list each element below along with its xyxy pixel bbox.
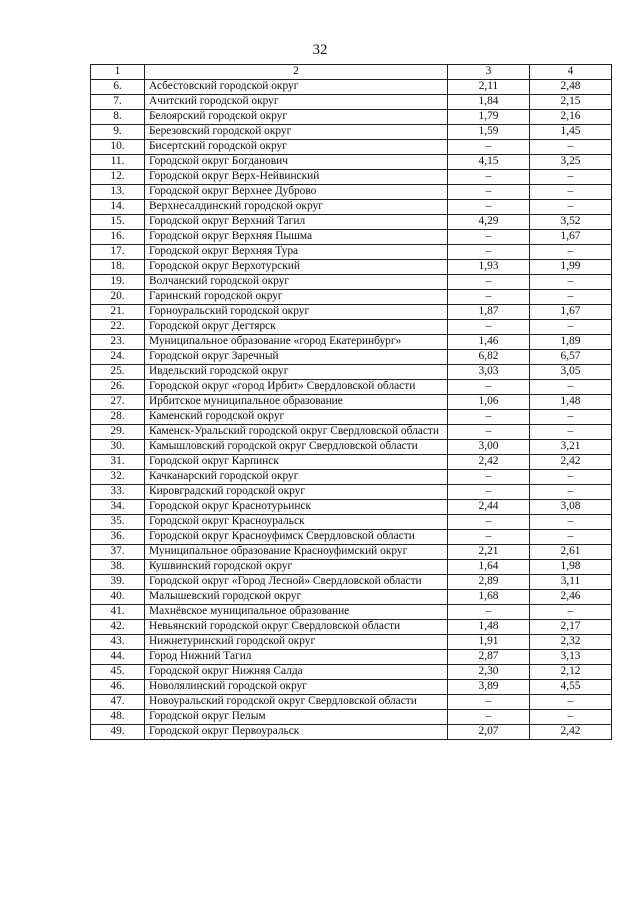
row-value-col3: 3,03	[448, 365, 530, 380]
table-row	[91, 650, 612, 665]
row-number: 6.	[91, 80, 145, 95]
row-value-col4: 3,13	[530, 650, 612, 665]
row-value-col3: –	[448, 185, 530, 200]
row-value-col3: 2,07	[448, 725, 530, 740]
row-value-col4: 3,25	[530, 155, 612, 170]
table-row	[91, 275, 612, 290]
row-number: 46.	[91, 680, 145, 695]
row-value-col3: 1,06	[448, 395, 530, 410]
table-row	[91, 410, 612, 425]
row-number: 28.	[91, 410, 145, 425]
row-number: 17.	[91, 245, 145, 260]
row-name: Городской округ Красноуфимск Свердловской области	[145, 530, 448, 545]
table-row	[91, 290, 612, 305]
row-value-col4: 3,08	[530, 500, 612, 515]
table-row	[91, 620, 612, 635]
row-number: 48.	[91, 710, 145, 725]
table-row	[91, 485, 612, 500]
table-row	[91, 515, 612, 530]
table-row	[91, 395, 612, 410]
row-value-col4: 3,52	[530, 215, 612, 230]
row-value-col4: 1,45	[530, 125, 612, 140]
row-value-col3: –	[448, 425, 530, 440]
row-value-col4: 1,89	[530, 335, 612, 350]
row-name: Городской округ Пелым	[145, 710, 448, 725]
row-number: 40.	[91, 590, 145, 605]
row-value-col3: –	[448, 230, 530, 245]
row-value-col4: –	[530, 200, 612, 215]
row-value-col3: –	[448, 605, 530, 620]
header-cell-4: 4	[530, 65, 612, 80]
row-value-col4: –	[530, 185, 612, 200]
table-row	[91, 710, 612, 725]
row-name: Качканарский городской округ	[145, 470, 448, 485]
row-number: 29.	[91, 425, 145, 440]
row-value-col4: 2,15	[530, 95, 612, 110]
table-row	[91, 245, 612, 260]
row-value-col4: –	[530, 410, 612, 425]
row-name: Малышевский городской округ	[145, 590, 448, 605]
row-number: 31.	[91, 455, 145, 470]
row-value-col4: 2,42	[530, 455, 612, 470]
row-number: 23.	[91, 335, 145, 350]
row-value-col3: –	[448, 515, 530, 530]
table-row	[91, 350, 612, 365]
row-number: 13.	[91, 185, 145, 200]
table-row	[91, 170, 612, 185]
row-name: Муниципальное образование Красноуфимский округ	[145, 545, 448, 560]
row-name: Муниципальное образование «город Екатеринбург»	[145, 335, 448, 350]
row-value-col4: –	[530, 530, 612, 545]
table-row	[91, 200, 612, 215]
row-name: Городской округ Краснотурьинск	[145, 500, 448, 515]
row-value-col4: –	[530, 695, 612, 710]
row-name: Кировградский городской округ	[145, 485, 448, 500]
row-name: Березовский городской округ	[145, 125, 448, 140]
row-value-col3: 2,30	[448, 665, 530, 680]
row-value-col4: 1,67	[530, 230, 612, 245]
row-value-col4: 1,67	[530, 305, 612, 320]
row-number: 41.	[91, 605, 145, 620]
row-name: Каменский городской округ	[145, 410, 448, 425]
row-value-col4: 2,46	[530, 590, 612, 605]
row-number: 25.	[91, 365, 145, 380]
row-number: 27.	[91, 395, 145, 410]
header-cell-1: 1	[91, 65, 145, 80]
table-row	[91, 80, 612, 95]
row-number: 26.	[91, 380, 145, 395]
row-number: 49.	[91, 725, 145, 740]
row-number: 42.	[91, 620, 145, 635]
row-value-col4: –	[530, 425, 612, 440]
row-name: Городской округ Верх-Нейвинский	[145, 170, 448, 185]
row-value-col4: 3,11	[530, 575, 612, 590]
row-name: Ивдельский городской округ	[145, 365, 448, 380]
row-number: 47.	[91, 695, 145, 710]
row-number: 36.	[91, 530, 145, 545]
row-name: Горноуральский городской округ	[145, 305, 448, 320]
row-name: Городской округ Нижняя Салда	[145, 665, 448, 680]
row-value-col3: –	[448, 140, 530, 155]
row-number: 34.	[91, 500, 145, 515]
table-row	[91, 110, 612, 125]
row-value-col4: 2,48	[530, 80, 612, 95]
table-body	[91, 65, 612, 740]
table-row	[91, 530, 612, 545]
table-row	[91, 635, 612, 650]
row-value-col4: 1,48	[530, 395, 612, 410]
row-value-col3: 2,42	[448, 455, 530, 470]
table-row	[91, 320, 612, 335]
row-name: Новолялинский городской округ	[145, 680, 448, 695]
row-number: 22.	[91, 320, 145, 335]
row-number: 45.	[91, 665, 145, 680]
row-name: Городской округ Дегтярск	[145, 320, 448, 335]
row-value-col3: 6,82	[448, 350, 530, 365]
row-name: Город Нижний Тагил	[145, 650, 448, 665]
row-value-col4: –	[530, 515, 612, 530]
row-name: Городской округ Верхняя Тура	[145, 245, 448, 260]
row-number: 37.	[91, 545, 145, 560]
row-number: 11.	[91, 155, 145, 170]
table-row	[91, 590, 612, 605]
row-number: 30.	[91, 440, 145, 455]
row-value-col3: 3,89	[448, 680, 530, 695]
table-row	[91, 680, 612, 695]
row-value-col3: 3,00	[448, 440, 530, 455]
row-number: 32.	[91, 470, 145, 485]
table-row	[91, 215, 612, 230]
row-name: Городской округ Верхняя Пышма	[145, 230, 448, 245]
row-name: Каменск-Уральский городской округ Свердловской области	[145, 425, 448, 440]
header-cell-3: 3	[448, 65, 530, 80]
row-value-col3: –	[448, 320, 530, 335]
row-value-col3: 1,68	[448, 590, 530, 605]
table-row	[91, 545, 612, 560]
table-row	[91, 125, 612, 140]
row-value-col3: 4,29	[448, 215, 530, 230]
row-value-col3: –	[448, 530, 530, 545]
table-row	[91, 380, 612, 395]
table-row	[91, 155, 612, 170]
row-value-col3: –	[448, 470, 530, 485]
row-value-col3: 1,59	[448, 125, 530, 140]
table-row	[91, 260, 612, 275]
table-row	[91, 425, 612, 440]
row-value-col4: 1,99	[530, 260, 612, 275]
row-number: 10.	[91, 140, 145, 155]
row-number: 44.	[91, 650, 145, 665]
table-row	[91, 725, 612, 740]
row-name: Городской округ «Город Лесной» Свердловской области	[145, 575, 448, 590]
row-value-col3: –	[448, 485, 530, 500]
table-row	[91, 470, 612, 485]
table-row	[91, 95, 612, 110]
row-number: 7.	[91, 95, 145, 110]
row-name: Новоуральский городской округ Свердловской области	[145, 695, 448, 710]
row-number: 19.	[91, 275, 145, 290]
row-number: 39.	[91, 575, 145, 590]
row-number: 20.	[91, 290, 145, 305]
row-value-col4: –	[530, 140, 612, 155]
row-value-col3: –	[448, 380, 530, 395]
table-row	[91, 440, 612, 455]
row-number: 9.	[91, 125, 145, 140]
table-header-row	[91, 65, 612, 80]
row-name: Волчанский городской округ	[145, 275, 448, 290]
row-value-col3: 2,89	[448, 575, 530, 590]
row-name: Городской округ Заречный	[145, 350, 448, 365]
row-name: Городской округ «город Ирбит» Свердловской области	[145, 380, 448, 395]
row-value-col4: 3,21	[530, 440, 612, 455]
row-name: Ирбитское муниципальное образование	[145, 395, 448, 410]
row-name: Кушвинский городской округ	[145, 560, 448, 575]
table-row	[91, 185, 612, 200]
row-value-col3: 1,84	[448, 95, 530, 110]
table-row	[91, 230, 612, 245]
row-value-col3: 1,87	[448, 305, 530, 320]
row-name: Городской округ Богданович	[145, 155, 448, 170]
table-row	[91, 140, 612, 155]
row-value-col4: 6,57	[530, 350, 612, 365]
row-name: Белоярский городской округ	[145, 110, 448, 125]
row-number: 35.	[91, 515, 145, 530]
table-row	[91, 305, 612, 320]
row-value-col3: –	[448, 710, 530, 725]
row-value-col4: –	[530, 245, 612, 260]
row-name: Асбестовский городской округ	[145, 80, 448, 95]
row-value-col3: 2,21	[448, 545, 530, 560]
row-name: Городской округ Верхнее Дуброво	[145, 185, 448, 200]
row-value-col4: 2,42	[530, 725, 612, 740]
row-value-col4: –	[530, 320, 612, 335]
row-name: Камышловский городской округ Свердловской области	[145, 440, 448, 455]
row-value-col3: 2,44	[448, 500, 530, 515]
row-number: 43.	[91, 635, 145, 650]
row-value-col3: 2,87	[448, 650, 530, 665]
header-cell-2: 2	[145, 65, 448, 80]
row-number: 38.	[91, 560, 145, 575]
row-value-col4: –	[530, 380, 612, 395]
row-name: Гаринский городской округ	[145, 290, 448, 305]
row-value-col3: –	[448, 200, 530, 215]
row-name: Городской округ Верхний Тагил	[145, 215, 448, 230]
row-value-col4: –	[530, 485, 612, 500]
row-value-col4: 2,32	[530, 635, 612, 650]
data-table	[90, 64, 612, 740]
row-value-col3: –	[448, 170, 530, 185]
row-value-col4: 2,61	[530, 545, 612, 560]
row-value-col4: –	[530, 605, 612, 620]
row-name: Городской округ Красноуральск	[145, 515, 448, 530]
row-value-col3: 2,11	[448, 80, 530, 95]
table-row	[91, 665, 612, 680]
row-value-col4: 4,55	[530, 680, 612, 695]
row-number: 18.	[91, 260, 145, 275]
table-row	[91, 365, 612, 380]
row-value-col3: 1,79	[448, 110, 530, 125]
row-value-col3: 1,64	[448, 560, 530, 575]
row-number: 24.	[91, 350, 145, 365]
row-value-col3: 1,91	[448, 635, 530, 650]
row-value-col3: –	[448, 275, 530, 290]
row-value-col3: 1,46	[448, 335, 530, 350]
table-row	[91, 695, 612, 710]
row-value-col4: 1,98	[530, 560, 612, 575]
table-row	[91, 500, 612, 515]
row-value-col3: 1,93	[448, 260, 530, 275]
row-name: Городской округ Первоуральск	[145, 725, 448, 740]
row-name: Верхнесалдинский городской округ	[145, 200, 448, 215]
row-value-col3: –	[448, 410, 530, 425]
row-value-col3: –	[448, 695, 530, 710]
table-row	[91, 560, 612, 575]
row-name: Махнёвское муниципальное образование	[145, 605, 448, 620]
page-number: 32	[312, 42, 328, 58]
row-value-col3: –	[448, 290, 530, 305]
row-number: 21.	[91, 305, 145, 320]
row-number: 12.	[91, 170, 145, 185]
row-name: Нижнетуринский городской округ	[145, 635, 448, 650]
row-name: Бисертский городской округ	[145, 140, 448, 155]
row-value-col4: 2,12	[530, 665, 612, 680]
row-number: 33.	[91, 485, 145, 500]
table-row	[91, 455, 612, 470]
row-value-col4: –	[530, 275, 612, 290]
row-value-col4: –	[530, 470, 612, 485]
row-value-col4: –	[530, 170, 612, 185]
row-value-col4: 3,05	[530, 365, 612, 380]
table-row	[91, 335, 612, 350]
row-value-col3: 1,48	[448, 620, 530, 635]
row-name: Городской округ Верхотурский	[145, 260, 448, 275]
row-value-col4: –	[530, 290, 612, 305]
row-number: 14.	[91, 200, 145, 215]
row-value-col3: –	[448, 245, 530, 260]
row-name: Ачитский городской округ	[145, 95, 448, 110]
row-number: 16.	[91, 230, 145, 245]
row-value-col4: 2,16	[530, 110, 612, 125]
table-row	[91, 575, 612, 590]
row-value-col4: 2,17	[530, 620, 612, 635]
table-row	[91, 605, 612, 620]
row-value-col4: –	[530, 710, 612, 725]
row-number: 15.	[91, 215, 145, 230]
row-name: Невьянский городской округ Свердловской области	[145, 620, 448, 635]
row-number: 8.	[91, 110, 145, 125]
row-value-col3: 4,15	[448, 155, 530, 170]
row-name: Городской округ Карпинск	[145, 455, 448, 470]
